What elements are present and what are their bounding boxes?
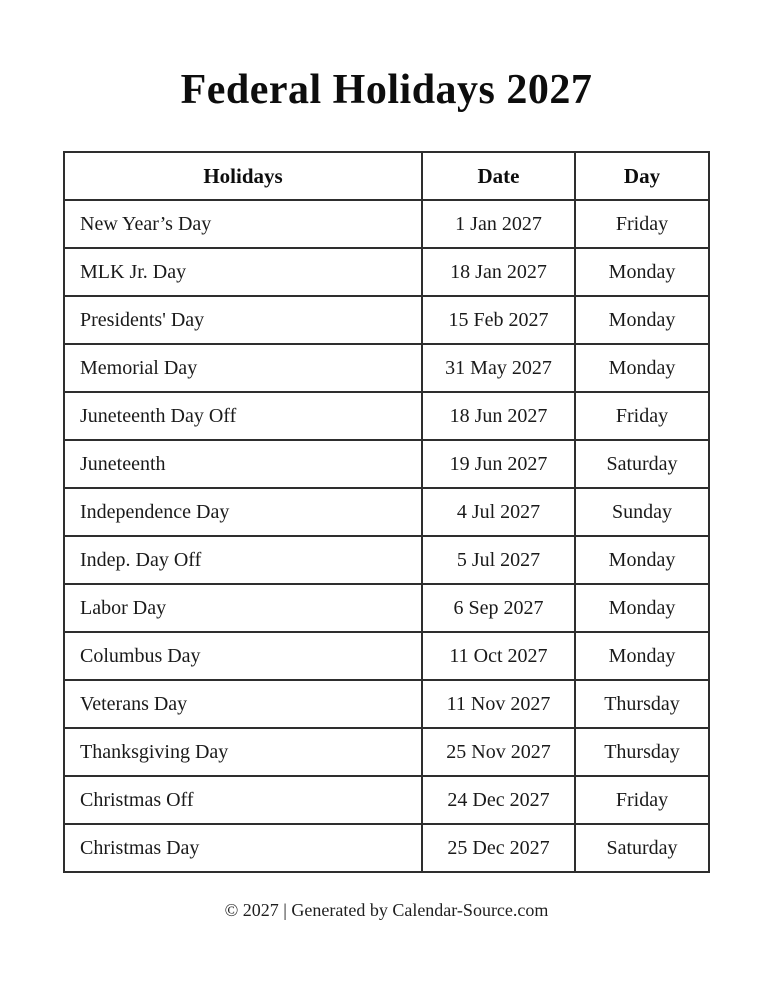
column-header-day: Day [575,152,709,200]
table-row [64,296,709,344]
table-row [64,632,709,680]
holiday-date: 25 Nov 2027 [422,728,575,776]
holiday-name: Memorial Day [64,344,422,392]
table-row [64,248,709,296]
holiday-weekday: Monday [575,584,709,632]
table-row [64,344,709,392]
holiday-date: 18 Jan 2027 [422,248,575,296]
holiday-date: 11 Oct 2027 [422,632,575,680]
table-header-row [64,152,709,200]
holiday-date: 1 Jan 2027 [422,200,575,248]
table-row [64,536,709,584]
table-row [64,584,709,632]
table-row [64,440,709,488]
holiday-name: MLK Jr. Day [64,248,422,296]
holiday-name: Independence Day [64,488,422,536]
holiday-date: 18 Jun 2027 [422,392,575,440]
page-title: Federal Holidays 2027 [180,67,593,113]
holiday-date: 6 Sep 2027 [422,584,575,632]
holiday-weekday: Thursday [575,728,709,776]
holiday-weekday: Saturday [575,440,709,488]
table-row [64,680,709,728]
holiday-name: Veterans Day [64,680,422,728]
table-row [64,776,709,824]
holiday-date: 15 Feb 2027 [422,296,575,344]
column-header-date: Date [422,152,575,200]
holiday-date: 4 Jul 2027 [422,488,575,536]
holiday-weekday: Friday [575,776,709,824]
holiday-weekday: Monday [575,296,709,344]
holiday-date: 11 Nov 2027 [422,680,575,728]
holiday-name: Labor Day [64,584,422,632]
holiday-weekday: Thursday [575,680,709,728]
holiday-name: Juneteenth [64,440,422,488]
table-row [64,488,709,536]
table-row [64,392,709,440]
holiday-weekday: Sunday [575,488,709,536]
holiday-date: 19 Jun 2027 [422,440,575,488]
holiday-weekday: Monday [575,536,709,584]
holidays-table [63,151,710,873]
footer-credit: © 2027 | Generated by Calendar-Source.com [224,900,549,921]
holiday-date: 31 May 2027 [422,344,575,392]
table-row [64,824,709,872]
holiday-name: Christmas Day [64,824,422,872]
holiday-date: 24 Dec 2027 [422,776,575,824]
holiday-name: Columbus Day [64,632,422,680]
holiday-date: 25 Dec 2027 [422,824,575,872]
holiday-name: Presidents' Day [64,296,422,344]
holiday-name: Indep. Day Off [64,536,422,584]
holiday-weekday: Saturday [575,824,709,872]
table-row [64,200,709,248]
holiday-weekday: Friday [575,392,709,440]
holiday-weekday: Monday [575,248,709,296]
holiday-name: Thanksgiving Day [64,728,422,776]
table-row [64,728,709,776]
holiday-weekday: Friday [575,200,709,248]
holiday-name: Juneteenth Day Off [64,392,422,440]
column-header-holidays: Holidays [64,152,422,200]
holiday-weekday: Monday [575,632,709,680]
holiday-name: Christmas Off [64,776,422,824]
holiday-name: New Year’s Day [64,200,422,248]
holiday-weekday: Monday [575,344,709,392]
holiday-date: 5 Jul 2027 [422,536,575,584]
